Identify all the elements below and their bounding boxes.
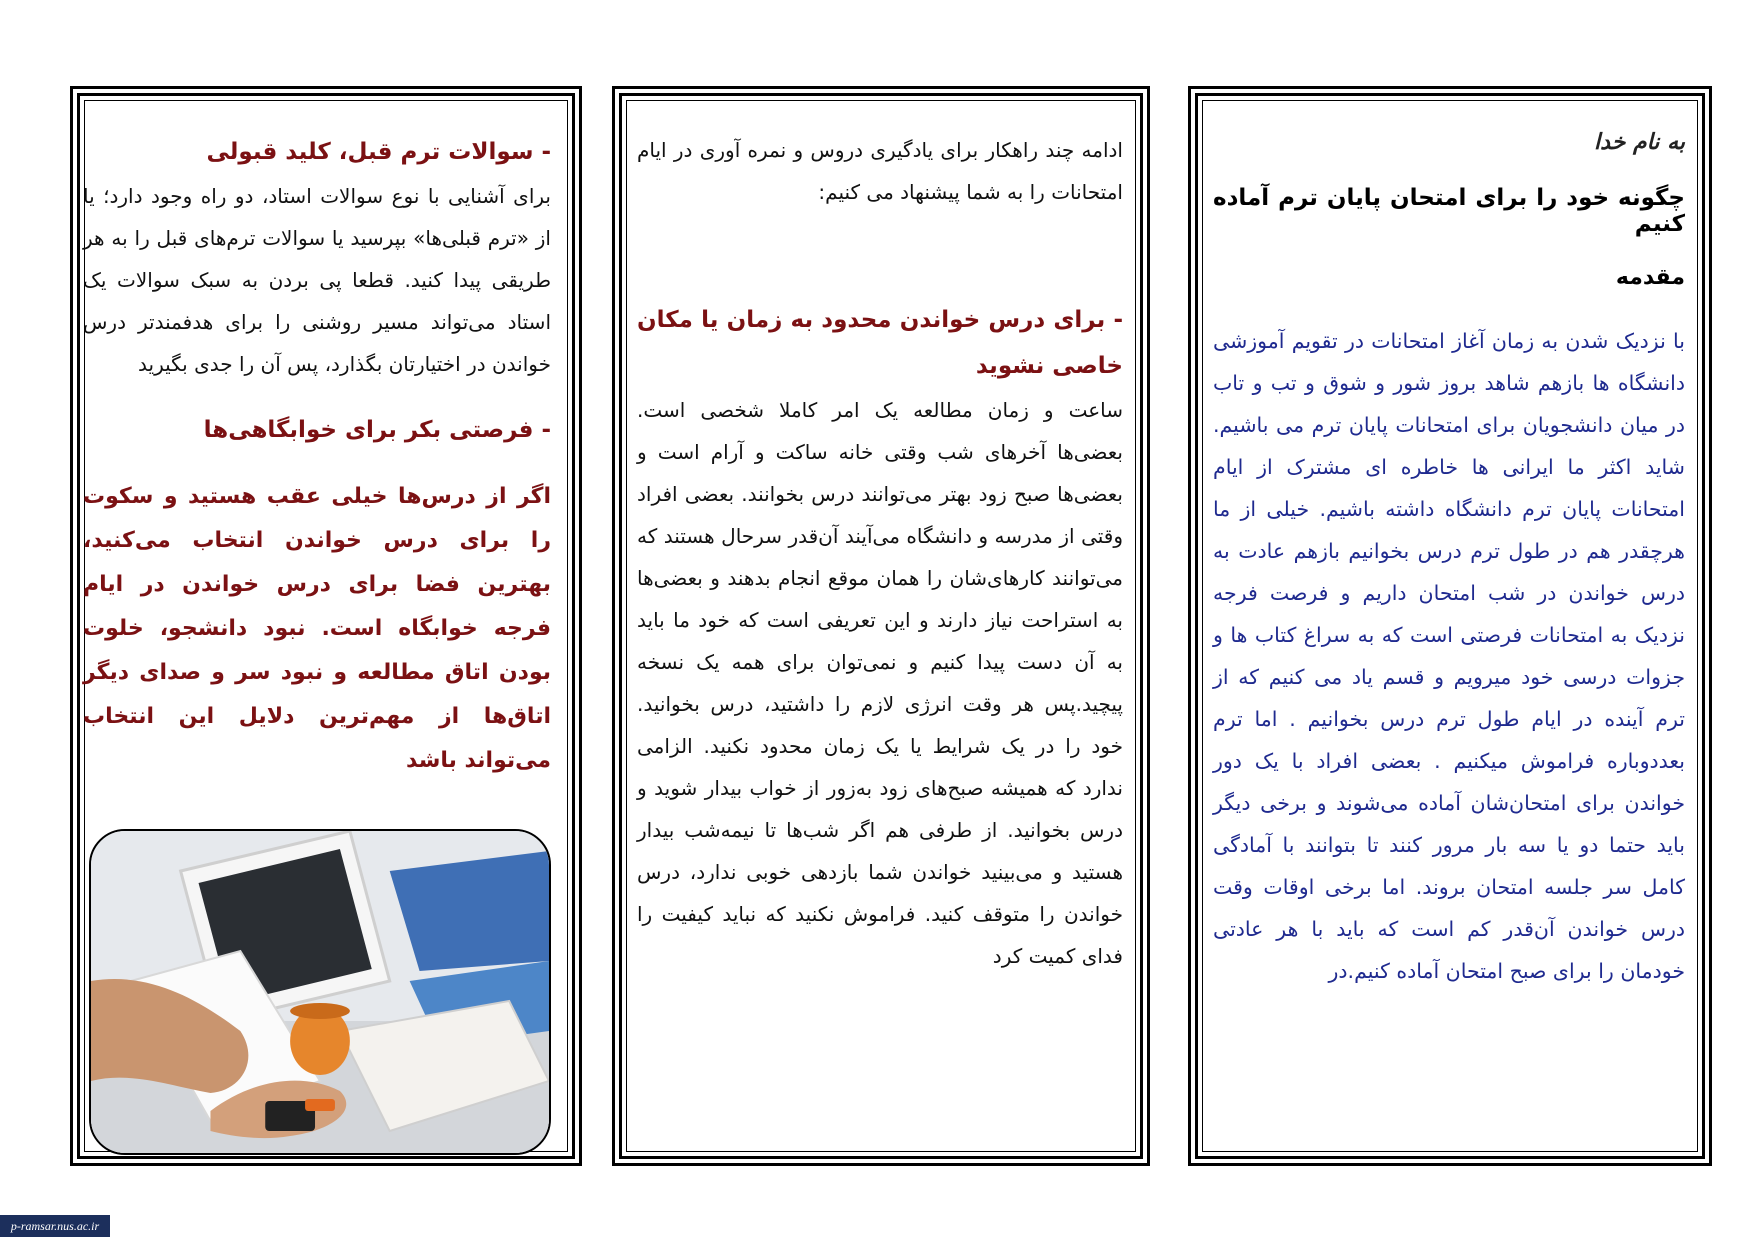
left-body-2: اگر از درس‌ها خیلی عقب هستید و سکوت را برای درس خواندن انتخاب می‌کنید، بهترین فضا برای درس خواندن در ایام فرجه خوابگاه است. نبود دانشجو، خلوت بودن اتاق مطالعه و نبود سر و صدای دیگر اتاق‌ها از مهم‌ترین دلایل این انتخاب می‌تواند باشد xyxy=(83,484,551,773)
left-heading-1: - سوالات ترم قبل، کلید قبولی xyxy=(206,139,551,165)
middle-panel xyxy=(612,86,1150,1166)
right-panel xyxy=(1188,86,1712,1166)
left-body-1: برای آشنایی با نوع سوالات استاد، دو راه وجود دارد؛ یا از «ترم قبلی‌ها» بپرسید یا سوالات ترم‌های قبل را به هر طریقی پیدا کنید. قطعا پی بردن به سبک سوالات یک استاد می‌تواند مسیر روشنی را برای هدفمندتر درس خواندن در اختیارتان بگذارد، پس آن را جدی بگیرید xyxy=(83,184,551,376)
site-logo[interactable]: p-ramsar.nus.ac.ir xyxy=(0,1215,110,1237)
bismillah-text: به نام خدا xyxy=(1594,129,1685,155)
middle-heading: - برای درس خواندن محدود به زمان یا مکان خاصی نشوید xyxy=(637,307,1123,379)
left-heading-2: - فرصتی بکر برای خوابگاهی‌ها xyxy=(203,417,551,443)
intro-paragraph: با نزدیک شدن به زمان آغاز امتحانات در تقویم آموزشی دانشگاه ها بازهم شاهد بروز شور و شوق و تب و تاب در میان دانشجویان برای امتحانات پایان ترم می باشیم. شاید اکثر ما ایرانی ها خاطره ای مشترک از ایام امتحانات پایان ترم دانشگاه داشته باشیم. خیلی از ما هرچقدر هم در طول ترم درس بخوانیم بازهم عادت به درس خواندن در شب امتحان داریم و فرصت فرجه نزدیک به امتحانات فرصتی است که به سراغ کتاب ها و جزوات درسی خود میرویم و قسم یاد می کنیم که از ترم آینده در ایام طول ترم درس بخوانیم . اما ترم بعددوباره فراموش میکنیم . بعضی افراد با یک دور خواندن برای امتحان‌شان آماده می‌شوند و برخی دیگر باید حتما دو یا سه بار مرور کنند تا بتوانند با آمادگی کامل سر جلسه امتحان بروند. اما برخی اوقات وقت درس خواندن آن‌قدر کم است که باید با هر عادتی خودمان را برای صبح امتحان آماده کنیم.در xyxy=(1213,329,1685,983)
middle-intro: ادامه چند راهکار برای یادگیری دروس و نمره آوری در ایام امتحانات را به شما پیشنهاد می کنیم: xyxy=(637,138,1123,204)
page-title: چگونه خود را برای امتحان پایان ترم آماده کنیم xyxy=(1213,185,1685,237)
right-panel-content xyxy=(1213,129,1685,1143)
study-photo xyxy=(89,829,551,1155)
study-photo-illustration xyxy=(91,831,549,1153)
intro-heading: مقدمه xyxy=(1615,265,1685,290)
middle-body: ساعت و زمان مطالعه یک امر کاملا شخصی است. بعضی‌ها آخرهای شب وقتی خانه ساکت و آرام است و بعضی‌ها صبح زود بهتر می‌توانند درس بخوانند. بعضی افراد وقتی از مدرسه و دانشگاه می‌آیند آن‌قدر سرحال هستند که می‌توانند کارهای‌شان را همان موقع انجام بدهند و بعضی‌ها به استراحت نیاز دارند و این تعریفی است که خود ما باید به آن دست پیدا کنیم و نمی‌توان برای همه یک نسخه پیچید.پس هر وقت انرژی لازم را داشتید، درس بخوانید. خود را در یک شرایط یا یک زمان محدود نکنید. الزامی ندارد که همیشه صبح‌های زود به‌زور از خواب بیدار شوید و درس بخوانید. از طرفی هم اگر شب‌ها تا نیمه‌شب بیدار هستید و می‌بینید خواندن شما بازدهی خوبی ندارد، درس خواندن را متوقف کنید. فراموش نکنید که نباید کیفیت را فدای کمیت کرد xyxy=(637,398,1123,968)
left-panel xyxy=(70,86,582,1166)
middle-panel-content xyxy=(637,129,1123,1143)
